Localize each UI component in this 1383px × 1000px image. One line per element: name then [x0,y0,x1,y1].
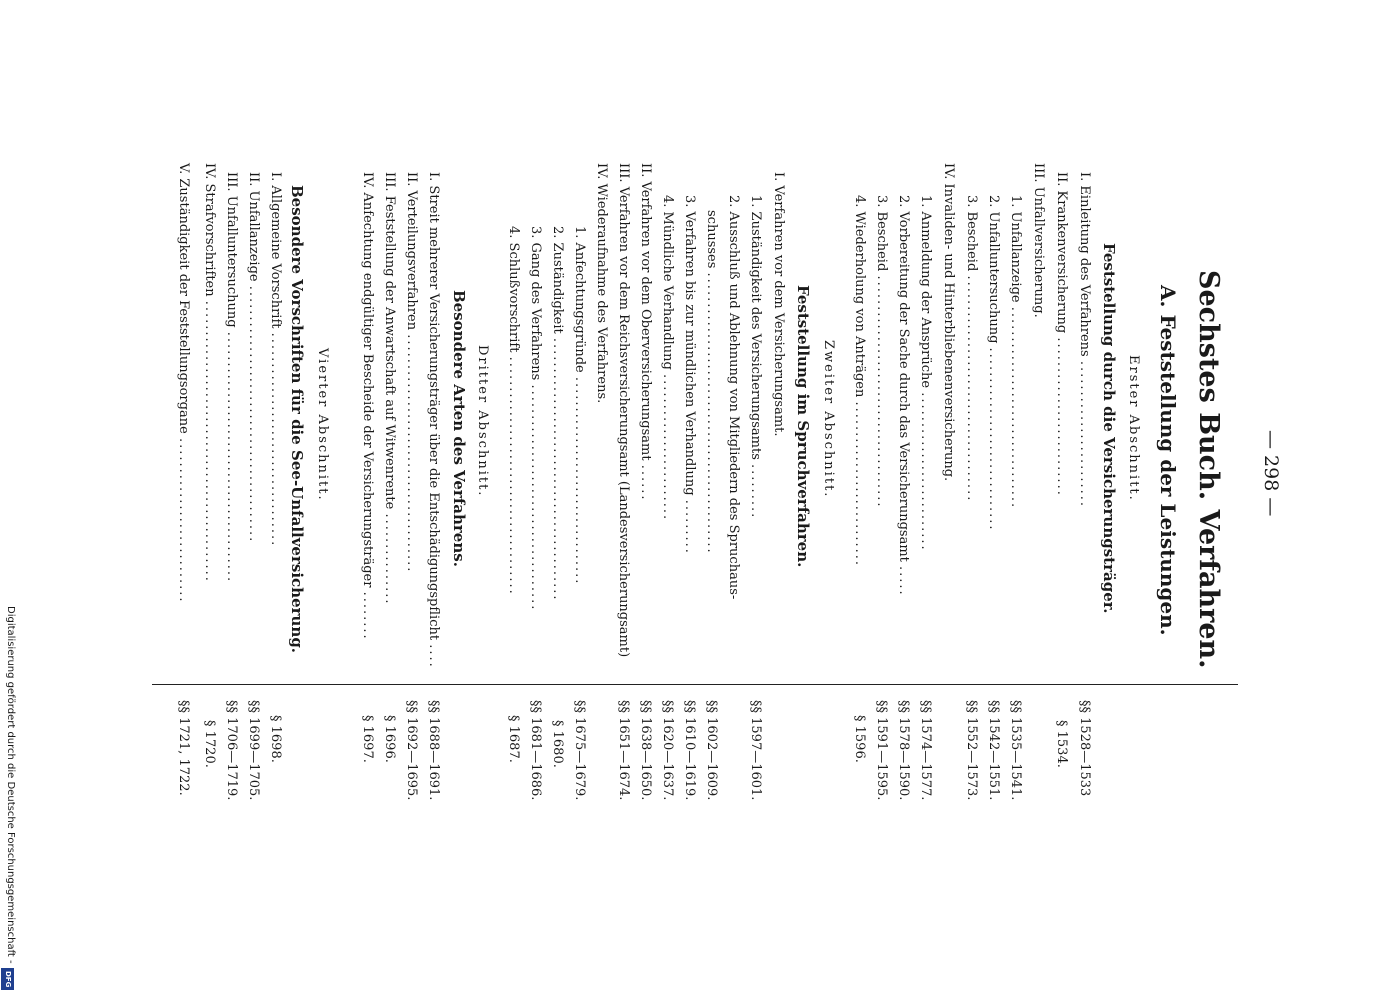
toc-entry: II. Krankenversicherung .......................... [1054,172,1069,497]
toc-reference: § 1720. [202,720,217,768]
toc-entry: 4. Mündliche Verhandlung ........................ [660,195,675,522]
toc-entry: 4. Schlußvorschrift ....................................... [506,226,521,596]
toc-entry: IV. Strafvorschriften .............................................. [202,163,217,583]
toc-reference: §§ 1552—1573. [964,700,979,801]
toc-reference: §§ 1638—1650. [638,700,653,801]
toc-entry: 2. Zuständigkeit ........................................... [550,226,565,602]
toc-entry: 3. Bescheid ...................................... [874,195,889,509]
toc-entry: 3. Bescheid ..................................... [964,195,979,503]
toc-entry: 4. Wiederholung von Anträgen ........................... [852,195,867,568]
toc-entry: I. Streit mehrerer Versicherungsträger über die Entschädigungspflicht .... [426,172,441,669]
toc-reference: § 1596. [852,715,867,763]
toc-entry: II. Verteilungsverfahren ....................................... [404,172,419,574]
toc-entry: 2. Unfalluntersuchung .............................. [986,195,1001,532]
section-subheading: Feststellung im Spruchverfahren. [794,285,812,568]
toc-reference: §§ 1591—1595. [874,700,889,801]
toc-reference: §§ 1602—1609. [704,700,719,801]
section-heading: Dritter Abschnitt. [475,345,490,498]
toc-entry: IV. Anfechtung endgültiger Bescheide der Versicherungsträger ........ [360,172,375,641]
column-divider [152,684,1238,685]
toc-reference: § 1698. [268,715,283,763]
toc-reference: §§ 1681—1686. [528,700,543,801]
toc-entry: 1. Unfallanzeige ................................. [1008,195,1023,510]
section-heading: Zweiter Abschnitt. [821,340,836,499]
page-number: — 298 — [1260,430,1282,517]
toc-reference: §§ 1692—1695. [404,700,419,801]
toc-reference: §§ 1675—1679. [572,700,587,801]
toc-reference: § 1680. [550,720,565,768]
toc-reference: §§ 1688—1691. [426,700,441,801]
toc-reference: §§ 1651—1674. [616,700,631,801]
toc-reference: § 1534. [1054,720,1069,768]
toc-reference: § 1687. [506,715,521,763]
toc-reference: §§ 1528—1533 [1077,700,1092,797]
section-subheading: Feststellung durch die Versicherungsträger. [1100,243,1118,614]
toc-reference: §§ 1721, 1722. [176,700,191,796]
toc-entry: IV. Wiederaufnahme des Verfahrens. [594,163,609,404]
section-heading: Erster Abschnitt. [1126,355,1141,502]
section-heading: Vierter Abschnitt. [315,348,330,502]
toc-entry: I. Verfahren vor dem Versicherungsamt. [771,172,786,437]
toc-entry: V. Zuständigkeit der Feststellungsorgane ........................... [176,163,191,604]
toc-entry: 1. Zuständigkeit des Versicherungsamts ......... [748,195,763,520]
toc-entry: I. Einleitung des Verfahrens ........................ [1077,172,1092,509]
toc-entry: III. Unfallversicherung. [1031,163,1046,318]
toc-reference: § 1697. [360,715,375,763]
toc-entry: II. Unfallanzeige .......................................... [246,172,261,544]
toc-reference: §§ 1578—1590. [896,700,911,801]
toc-reference: §§ 1574—1577. [918,700,933,801]
book-title: Sechstes Buch. Verfahren. [1193,270,1224,669]
section-subheading: Besondere Vorschriften für die See-Unfallversicherung. [288,185,306,654]
digitization-note: Digitalisierung gefördert durch die Deutsche Forschungsgemeinschaft - [5,606,16,964]
toc-entry: 2. Vorbereitung der Sache durch das Versicherungsamt ..... [896,195,911,597]
part-title: A. Feststellung der Leistungen. [1156,285,1180,636]
toc-reference: §§ 1597—1601. [748,700,763,801]
toc-entry: schusses .............................................. [704,210,719,555]
toc-entry: III. Feststellung der Anwartschaft auf Witwenrente ............... [382,172,397,606]
toc-reference: §§ 1706—1719. [224,700,239,801]
toc-entry: III. Verfahren vor dem Reichsversicherungsamt (Landesversicherungsamt) [616,163,631,658]
toc-entry: 2. Ausschluß und Ablehnung von Mitgliedern des Spruchaus- [726,195,741,600]
toc-reference: §§ 1535—1541. [1008,700,1023,801]
toc-entry: II. Verfahren vor dem Oberversicherungsamt ...... [638,163,653,502]
toc-reference: §§ 1542—1551. [986,700,1001,801]
toc-entry: III. Unfalluntersuchung ......................................... [224,172,239,584]
dfg-logo: DFG [1,968,14,990]
toc-entry: I. Allgemeine Vorschrift ................................... [268,172,283,548]
toc-reference: §§ 1620—1637. [660,700,675,801]
toc-entry: 3. Verfahren bis zur mündlichen Verhandlung ......... [682,195,697,555]
toc-entry: 3. Gang des Verfahrens ..................................... [528,226,543,612]
toc-entry: 1. Anmeldung der Ansprüche .......................... [918,195,933,552]
toc-entry: IV. Invaliden- und Hinterbliebenenversicherung. [941,163,956,482]
toc-reference: §§ 1610—1619. [682,700,697,801]
section-subheading: Besondere Arten des Verfahrens. [450,290,468,567]
toc-reference: § 1696. [382,715,397,763]
toc-reference: §§ 1699—1705. [246,700,261,801]
toc-entry: 1. Anfechtungsgründe .................................. [572,226,587,586]
